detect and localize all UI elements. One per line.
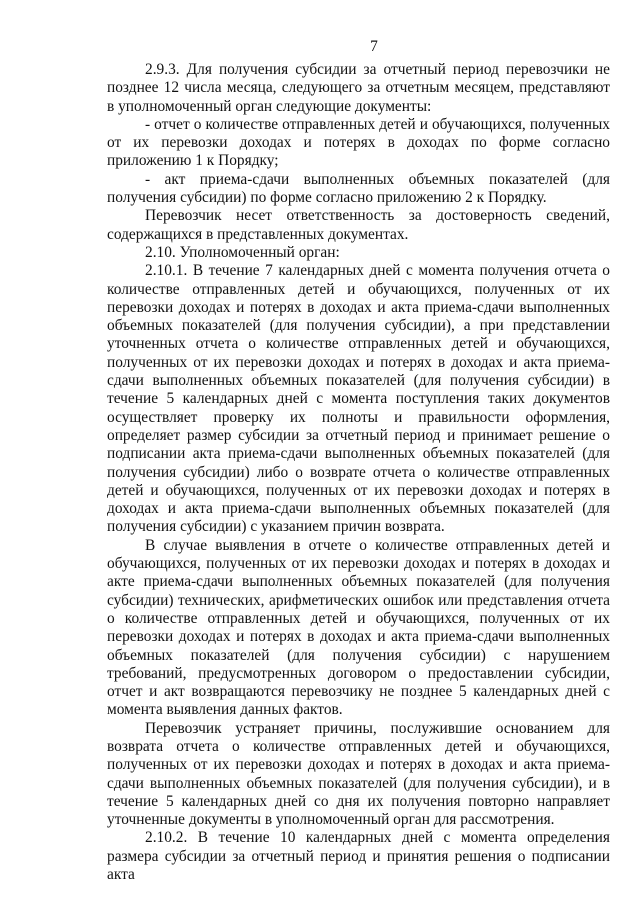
- page-number: 7: [370, 38, 378, 55]
- paragraph-responsibility: Перевозчик несет ответственность за достоверность сведений, содержащихся в представленных документах.: [107, 207, 610, 243]
- list-item-act: - акт приема-сдачи выполненных объемных показателей (для получения субсидии) по форме согласно приложению 2 к Порядку.: [107, 170, 610, 207]
- paragraph-2-9-3: 2.9.3. Для получения субсидии за отчетный период перевозчики не позднее 12 числа месяца, следующего за отчетным месяцем, представляют в уполномоченный орган следующие документы:: [107, 61, 610, 115]
- paragraph-errors: В случае выявления в отчете о количестве отправленных детей и обучающихся, полученных от их перевозки доходах и потерях в доходах и акте приема-сдачи выполненных объемных показателей (для получения субсидии) технических, арифметических ошибок или представления отчета о количестве отправленных детей и обучающихся, полученных от их перевозки доходах и потерях в доходах и акта приема-сдачи выполненных объемных показателей (для получения субсидии) с нарушением требований, предусмотренных договором о предоставлении субсидии, отчет и акт возвращаются перевозчику не позднее 5 календарных дней с момента выявления данных фактов.: [107, 536, 610, 719]
- paragraph-2-10-1: 2.10.1. В течение 7 календарных дней с момента получения отчета о количестве отправленных детей и обучающихся, полученных от их перевозки доходах и потерях в доходах и акта приема-сдачи выполненных объемных показателей (для получения субсидии), а при представлении уточненных отчета о количестве отправленных детей и обучающихся, полученных от их перевозки доходах и потерях в доходах и акта приема-сдачи выполненных объемных показателей (для получения субсидии) в течение 5 календарных дней с момента поступления таких документов осуществляет проверку их полноты и правильности оформления, определяет размер субсидии за отчетный период и принимает решение о подписании акта приема-сдачи выполненных объемных показателей (для получения субсидии) либо о возврате отчета о количестве отправленных детей и обучающихся, полученных от их перевозки доходах и потерях в доходах и акта приема-сдачи выполненных объемных показателей (для получения субсидии) с указанием причин возврата.: [107, 262, 610, 536]
- paragraph-2-10-2: 2.10.2. В течение 10 календарных дней с момента определения размера субсидии за отчетный период и принятия решения о подписании акта: [107, 829, 610, 884]
- paragraph-2-10: 2.10. Уполномоченный орган:: [145, 243, 340, 261]
- document-body: [107, 61, 610, 884]
- list-item-report: - отчет о количестве отправленных детей и обучающихся, полученных от их перевозки доходах и потерях в доходах по форме согласно приложению 1 к Порядку;: [107, 115, 610, 170]
- paragraph-resubmission: Перевозчик устраняет причины, послужившие основанием для возврата отчета о количестве отправленных детей и обучающихся, полученных от их перевозки доходах и потерях в доходах и акта приема-сдачи выполненных объемных показателей (для получения субсидии), и в течение 5 календарных дней со дня их получения повторно направляет уточненные документы в уполномоченный орган для рассмотрения.: [107, 719, 610, 829]
